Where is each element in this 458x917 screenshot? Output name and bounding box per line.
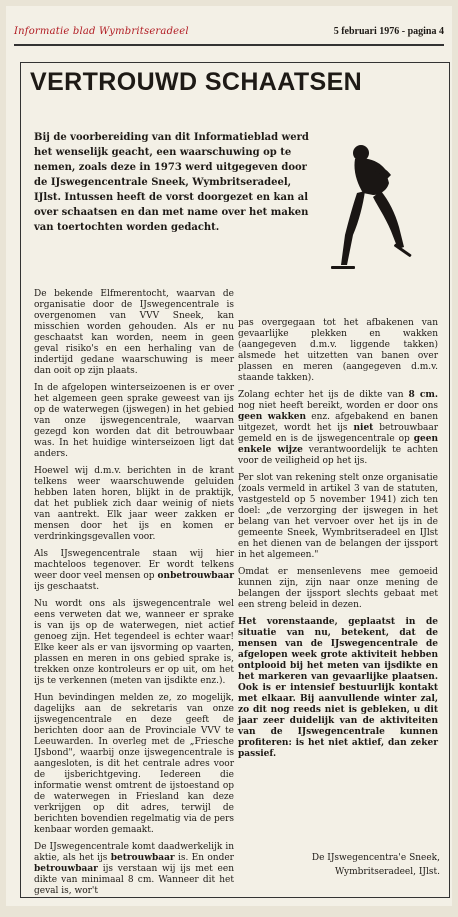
- text-run: betrouwbaar gemeld en is de ijswegencentrale op: [238, 423, 438, 444]
- emphasis-text: onbetrouwbaar: [157, 571, 234, 581]
- article-column-left: [34, 289, 234, 903]
- text-run: De IJswegencentrale komt daadwerkelijk in aktie, als het ijs: [34, 842, 234, 863]
- paragraph: Hoewel wij d.m.v. berichten in de krant telkens weer waarschuwende geluiden hebben laten horen, blijkt in de praktijk, dat het publiek zich daar weinig of niets van aantrekt. Elk jaar weer zakken er mensen door het ijs en komen er verdrinkingsgevallen voor.: [34, 466, 234, 542]
- emphasis-text: 8 cm.: [408, 390, 438, 400]
- article-title: VERTROUWD SCHAATSEN: [30, 68, 363, 96]
- handwritten-annotation: Informatie blad Wymbritseradeel: [14, 26, 189, 37]
- intro-paragraph: Bij de voorbereiding van dit Informatieblad werd het wenselijk geacht, een waarschuwing op te nemen, zoals deze in 1973 werd uitgegeven door de IJswegencentrale Sneek, Wymbritseradeel, IJlst. Intussen heeft de vorst doorgezet en kan al over schaatsen en dan met name over het maken van toertochten worden gedacht.: [34, 132, 309, 233]
- signature-line: De IJswegencentra'e Sneek,: [311, 853, 440, 863]
- speed-skater-illustration: [329, 139, 415, 289]
- paragraph-bold: Het vorenstaande, geplaatst in de situatie van nu, betekent, dat de mensen van de IJswegencentrale de afgelopen week grote aktiviteit hebben ontplooid bij het meten van ijsdikte en het markeren van gevaarlijke plaatsen. Ook is er intensief bestuurlijk kontakt met elkaar. Bij aanvullende winter zal, zo dit nog reeds niet is gebleken, u dit jaar zeer duidelijk van de aktiviteiten van de IJswegencentrale kunnen profiteren: is het niet aktief, dan zeker passief.: [238, 617, 438, 759]
- paragraph: Nu wordt ons als ijswegencentrale wel eens verweten dat we, wanneer er sprake is van ijs op de waterwegen, niet actief genoeg zijn. Het tegendeel is echter waar! Elke keer als er van ijsvorming op vaarten, plassen en meren in ons gebied sprake is, trekken onze kontroleurs er op uit, om het ijs te verkennen (meten van ijsdikte enz.).: [34, 599, 234, 686]
- header-rule: [14, 44, 444, 46]
- emphasis-text: betrouwbaar: [34, 864, 98, 874]
- text-run: Als IJswegencentrale staan wij hier machteloos tegenover. Er wordt telkens weer door veel mensen op: [34, 549, 234, 581]
- paragraph: Hun bevindingen melden ze, zo mogelijk, dagelijks aan de sekretaris van onze ijswegencentrale en deze geeft de berichten door aan de Provinciale VVV te Leeuwarden. In overleg met de „Friesche IJsbond", waarbij onze ijswegencentrale is aangesloten, is dit het centrale adres voor de ijsberichtgeving. Iedereen die informatie wenst omtrent de ijstoestand op de waterwegen in Friesland kan deze verkrijgen op dit adres, terwijl de berichten bovendien regelmatig via de pers kenbaar worden gemaakt.: [34, 693, 234, 835]
- emphasis-text: betrouwbaar: [110, 853, 175, 863]
- paragraph: pas overgegaan tot het afbakenen van gevaarlijke plekken en wakken (aangegeven d.m.v. liggende takken) alsmede het uitzetten van banen over plassen en meren (aangegeven d.m.v. staande takken).: [238, 318, 438, 383]
- emphasis-text: geen enkele wijze: [238, 434, 438, 455]
- text-run: Zolang echter het ijs de dikte van: [238, 390, 409, 400]
- paragraph: Per slot van rekening stelt onze organisatie (zoals vermeld in artikel 3 van de statuten, vastgesteld op 5 november 1941) zich ten doel: „de verzorging der ijswegen in het belang van het vervoer over het ijs in de gemeente Sneek, Wymbritseradeel en IJlst en het dienen van de belangen der ijssport in het algemeen.": [238, 473, 438, 560]
- paragraph: In de afgelopen winterseizoenen is er over het algemeen geen sprake geweest van ijs op de waterwegen (ijswegen) in het gebied van onze ijswegencentrale, waarvan gezegd kon worden dat dit betrouwbaar was. In het huidige winterseizoen ligt dat anders.: [34, 383, 234, 459]
- date-page-label: 5 februari 1976 - pagina 4: [333, 26, 444, 37]
- text-run: verantwoordelijk te achten voor de veiligheid op het ijs.: [238, 445, 438, 466]
- text-run: ijs verstaan wij ijs met een dikte van minimaal 8 cm. Wanneer dit het geval is, wor't: [34, 864, 234, 896]
- newspaper-clipping: [6, 6, 452, 906]
- emphasis-text: niet: [353, 423, 374, 433]
- signature-block: [290, 851, 440, 879]
- paragraph: Omdat er mensenlevens mee gemoeid kunnen zijn, zijn naar onze mening de belangen der ijssport slechts gebaat met een streng beleid in dezen.: [238, 567, 438, 610]
- text-run: ijs geschaatst.: [34, 582, 100, 592]
- paragraph: [34, 842, 234, 897]
- text-run: enz. afgebakend en banen uitgezet, wordt het ijs: [238, 412, 438, 433]
- paragraph: De bekende Elfmerentocht, waarvan de organisatie door de IJswegencentrale is overgenomen van VVV Sneek, kan misschien worden gehouden. Als er nu geschaatst kan worden, neem in geen geval risiko's en een herhaling van de indertijd gedane waarschuwing is meer dan ooit op zijn plaats.: [34, 289, 234, 376]
- paragraph: [34, 549, 234, 593]
- signature-line: Wymbritseradeel, IJlst.: [335, 867, 440, 877]
- article-column-right: [238, 318, 438, 766]
- text-run: nog niet heeft bereikt, worden er door ons: [238, 401, 438, 411]
- header-line: [14, 26, 444, 42]
- emphasis-text: geen wakken: [238, 412, 307, 422]
- text-run: is. En onder: [174, 853, 234, 863]
- paragraph: [238, 390, 438, 467]
